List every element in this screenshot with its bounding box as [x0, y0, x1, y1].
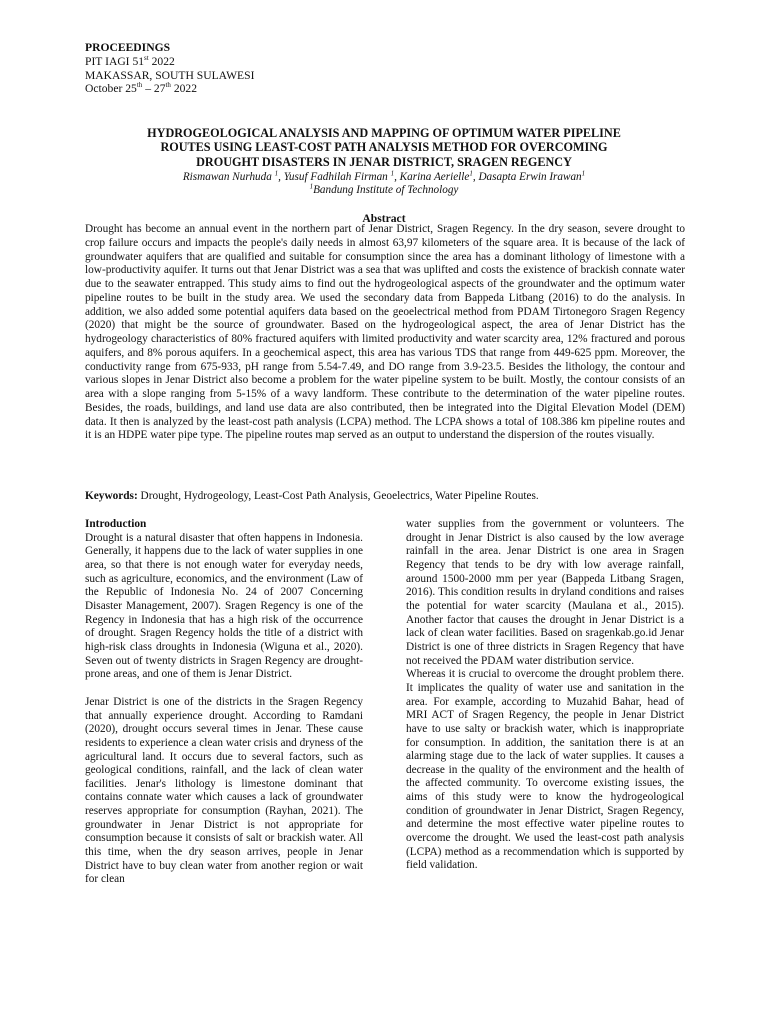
keywords-label: Keywords: [85, 490, 138, 502]
paragraph: Jenar District is one of the districts in the Sragen Regency that annually experience drought. According to Ramdani (2020), drought occurs several times in Jenar. These cause residents to experience a clean water crisis and dryness of the agricultural land. It occurs due to several factors, such as geological conditions, rainfall, and the lack of clean water facilities. Jenar's lithology is limestone dominant that contains connate water which causes a lack of groundwater reserves appropriate for consumption (Rayhan, 2021). The groundwater in Jenar District is not appropriate for consumption because it consists of salt or brackish water. All this time, when the dry season arrives, people in Jenar District have to buy clean water from another region or wait for clean [85, 695, 363, 886]
proceedings-label: PROCEEDINGS [85, 41, 171, 54]
author-name: Yusuf Fadhilah Firman [283, 171, 388, 183]
paragraph: Whereas it is crucial to overcome the drought problem there. It implicates the quality of water use and sanitation in the area. For example, according to Muzahid Bahar, head of MRI ACT of Sragen Regency, the people in Jenar District have to use salty or brackish water, which is inappropriate for consumption. In addition, the sanitation there is at an alarming stage due to the lack of water supplies. It causes a decrease in the quality of the environment and the health of the affected community. To overcome existing issues, the aims of this study were to know the hydrogeological condition of groundwater in Jenar District, Sragen Regency, and determine the most effective water pipeline routes to overcome the drought. We used the least-cost path analysis (LCPA) method as a recommendation which is supported by field validation. [406, 668, 684, 872]
paper-title: HYDROGEOLOGICAL ANALYSIS AND MAPPING OF OPTIMUM WATER PIPELINE ROUTES USING LEAST-COST PATH ANALYSIS METHOD FOR OVERCOMING DROUGHT DISASTERS IN JENAR DISTRICT, SRAGEN REGENCY [147, 126, 621, 169]
keywords-line [85, 490, 685, 504]
left-column [85, 518, 363, 887]
author-name: Dasapta Erwin Irawan [478, 171, 582, 183]
abstract-heading: Abstract [362, 212, 406, 225]
author-list: Rismawan Nurhuda $^1$, Yusuf Fadhilah Firman $^1$, Karina Aerielle$^1$, Dasapta Erwin Irawan$^1$ [182, 169, 586, 183]
author-name: Rismawan Nurhuda [182, 171, 272, 183]
author-block [85, 171, 683, 198]
affiliation: $^1$Bandung Institute of Technology [309, 182, 459, 197]
right-column [406, 518, 684, 873]
paragraph: Drought is a natural disaster that often happens in Indonesia. Generally, it happens due to the lack of water supplies in one area, so that there is not enough water for everyday needs, such as agriculture, economics, and the environment (Law of the Republic of Indonesia No. 24 of 2007 Concerning Disaster Management, 2007). Sragen Regency is one of the Regency in Indonesia that has a high risk of the occurrence of drought. Sragen Regency holds the title of a district with high-risk class droughts in Indonesia (Wiguna et al., 2020). Seven out of twenty districts in Sragen Regency are drought-prone areas, and one of them is Jenar District. [85, 531, 363, 681]
author-name: Karina Aerielle [399, 171, 470, 183]
location-line: MAKASSAR, SOUTH SULAWESI [85, 68, 255, 82]
date-line: October 25th – 27th 2022 [85, 81, 198, 96]
abstract-body: Drought has become an annual event in the northern part of Jenar District, Sragen Regency. In the dry season, severe drought to crop failure occurs and impacts the people's daily needs in almost 63,97 kilometers of the square area. It is because of the lack of groundwater aquifers that are qualified and suitable for consumption since the area has a dominant lithology of limestone with a low-productivity aquifer. It turns out that Jenar District was a sea that was uplifted and costs the existence of brackish connate water due to the seawater entrapped. This study aims to find out the hydrogeological aspects of the groundwater and the optimum water pipeline routes to be built in the study area. We used the secondary data from Bappeda Litbang (2016) to do the analysis. In addition, we also added some potential aquifers data based on the geoelectrical method from PDAM Tirtonegoro Sragen Regency (2020) that might be the source of groundwater. Based on the hydrogeological aspect, the area of Jenar District has the hydrogeology characteristics of 80% fractured aquifers with limited productivity and water scarcity area, 12% fractured and porous aquifers, and 8% porous aquifers. In a geochemical aspect, this area has various TDS that range from 449-625 ppm. Moreover, the conductivity range from 675-933, pH range from 5.54-7.49, and DO range from 3.9-23.5. Besides the lithology, the contour and various slopes in Jenar District also become a problem for the water pipeline system to be built. Mostly, the contour consists of an area with a slope ranging from 5-15% of a wavy landform. These contribute to the determination of the water pipeline routes. Besides, the roads, buildings, and land use data are also contributed, then be integrated into the Digital Elevation Model (DEM) data. It then is analyzed by the least-cost path analysis (LCPA) method. The LCPA shows a total of 108.386 km pipeline routes and it is an HDPE water pipe type. The pipeline routes map served as an output to understand the dispersion of the routes visually. [85, 223, 685, 442]
introduction-heading: Introduction [85, 518, 147, 530]
paragraph: water supplies from the government or volunteers. The drought in Jenar District is also caused by the low average rainfall in the area. Jenar District is one area in Sragen Regency that tends to be dry with low average rainfall, around 1500-2000 mm per year (Bappeda Litbang Sragen, 2016). This condition results in dryland conditions and raises the potential for water scarcity (Maulana et al., 2015). Another factor that causes the drought in Jenar District is a lack of clean water facilities. Based on sragenkab.go.id Jenar District is one of three districts in Sragen Regency that have not received the PDAM water distribution service. [406, 518, 684, 667]
keywords-text: Drought, Hydrogeology, Least-Cost Path Analysis, Geoelectrics, Water Pipeline Routes. [137, 490, 539, 502]
proceedings-header [85, 41, 254, 96]
event-line: PIT IAGI 51st 2022 [85, 53, 175, 68]
